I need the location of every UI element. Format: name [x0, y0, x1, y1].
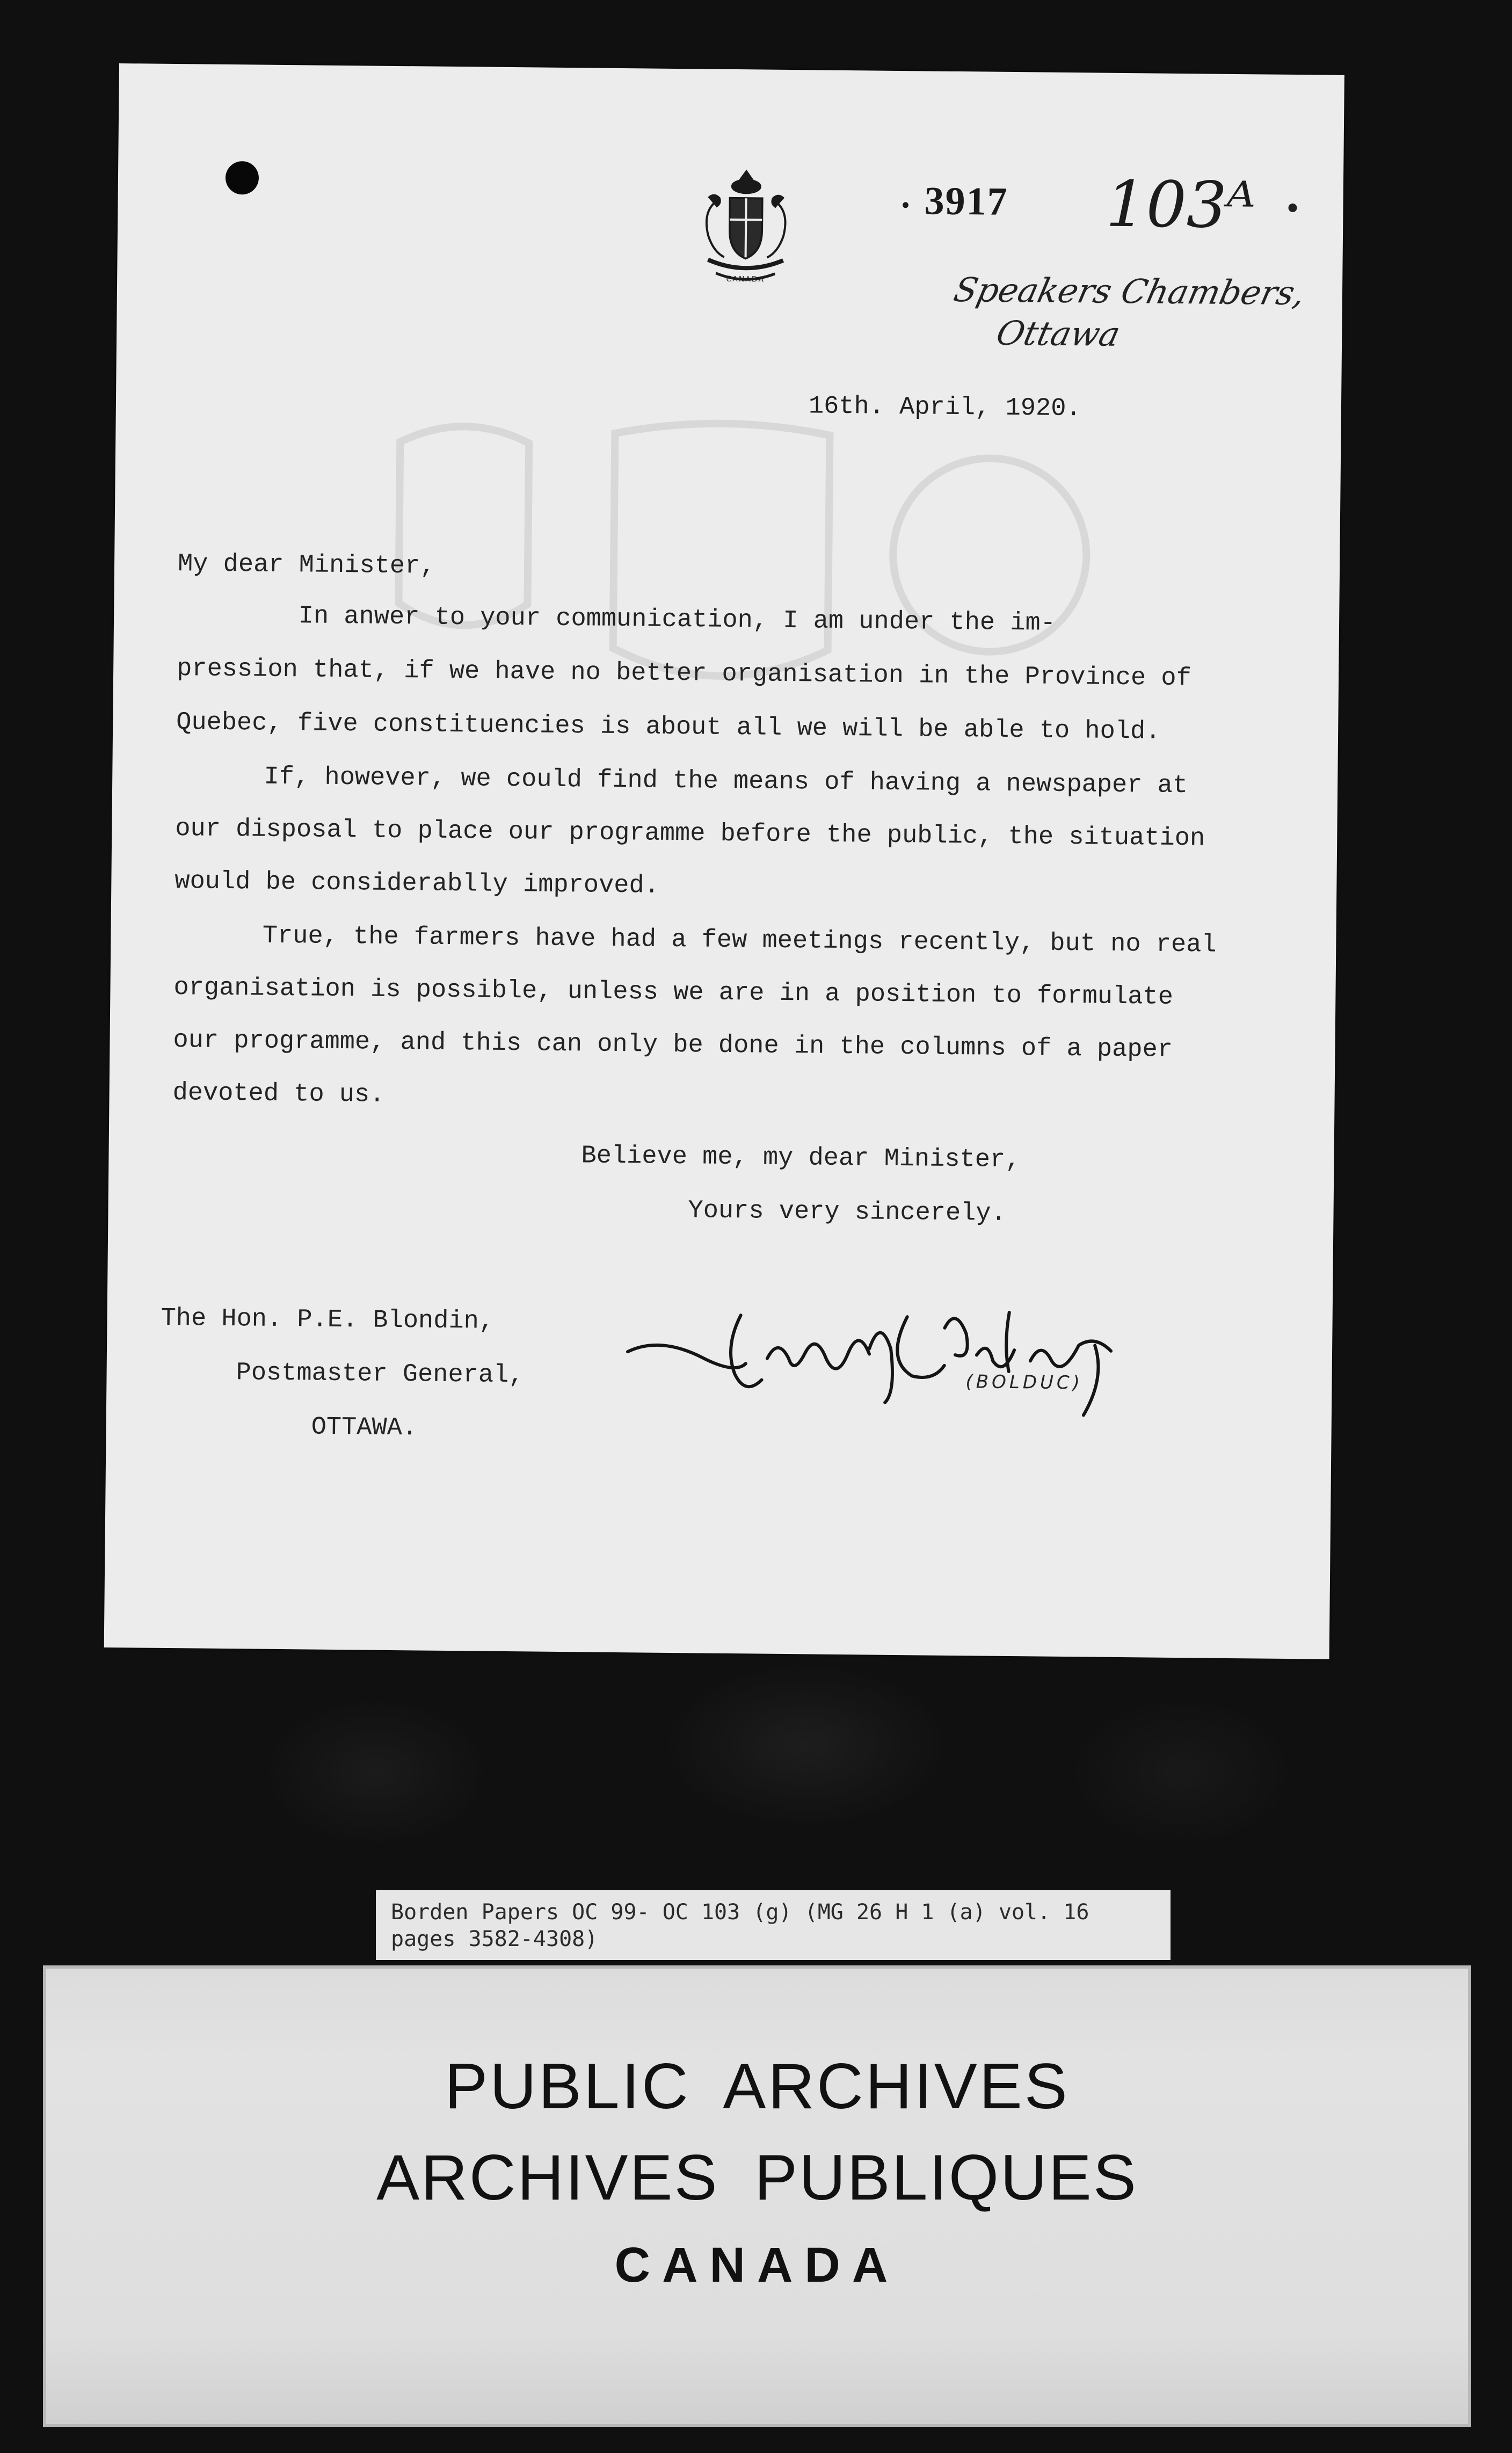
handwritten-folio-number: 103ᴬ: [1105, 166, 1256, 243]
punch-hole: [226, 161, 259, 195]
closing-line-2: Yours very sincerely.: [688, 1196, 1007, 1228]
handwritten-signature: [622, 1293, 1138, 1437]
signature-caption: (BOLDUC): [965, 1371, 1084, 1394]
addressee-line-3: OTTAWA.: [159, 1411, 418, 1443]
salutation: My dear Minister,: [177, 550, 435, 581]
coat-of-arms-icon: [692, 165, 800, 290]
archive-label: [43, 1965, 1471, 2427]
archive-label-line-3: CANADA: [614, 2238, 900, 2292]
reference-line-1: Borden Papers OC 99- OC 103 (g) (MG 26 H 1 (a) vol. 16: [391, 1900, 1089, 1925]
letterhead-line-1: Speakers Chambers,: [950, 270, 1310, 313]
paragraph-2-line-2: our disposal to place our programme before the public, the situation: [175, 815, 1205, 853]
paragraph-1-line-3: Quebec, five constituencies is about all we will be able to hold.: [176, 708, 1161, 746]
archive-label-line-1: PUBLIC ARCHIVES: [445, 2050, 1070, 2122]
addressee-line-2: Postmaster General,: [160, 1358, 524, 1390]
paragraph-3-line-2: organisation is possible, unless we are in a position to formulate: [173, 974, 1174, 1012]
letter-sheet: [104, 63, 1344, 1659]
paragraph-2-line-1: If, however, we could find the means of having a newspaper at: [234, 763, 1188, 801]
letter-date: 16th. April, 1920.: [808, 392, 1081, 424]
stray-mark: [1288, 204, 1297, 212]
addressee-line-1: The Hon. P.E. Blondin,: [161, 1304, 495, 1336]
document-number: • 3917: [902, 178, 1008, 225]
paragraph-3-line-1: True, the farmers have had a few meetings recently, but no real: [232, 921, 1217, 960]
letterhead-line-2: Ottawa: [993, 313, 1124, 354]
paragraph-1-line-2: pression that, if we have no better organisation in the Province of: [176, 655, 1192, 693]
closing-line-1: Believe me, my dear Minister,: [581, 1142, 1021, 1175]
svg-text:CANADA: CANADA: [726, 274, 765, 284]
paragraph-3-line-4: devoted to us.: [172, 1079, 385, 1109]
paragraph-3-line-3: our programme, and this can only be done in the columns of a paper: [173, 1026, 1173, 1064]
paragraph-2-line-3: would be considerablly improved.: [175, 867, 660, 901]
paragraph-1-line-1: In anwer to your communication, I am under the im-: [177, 601, 1056, 638]
reference-line-2: pages 3582-4308): [391, 1927, 598, 1951]
reference-tag: [376, 1890, 1171, 1960]
archive-label-line-2: ARCHIVES PUBLIQUES: [376, 2142, 1138, 2213]
